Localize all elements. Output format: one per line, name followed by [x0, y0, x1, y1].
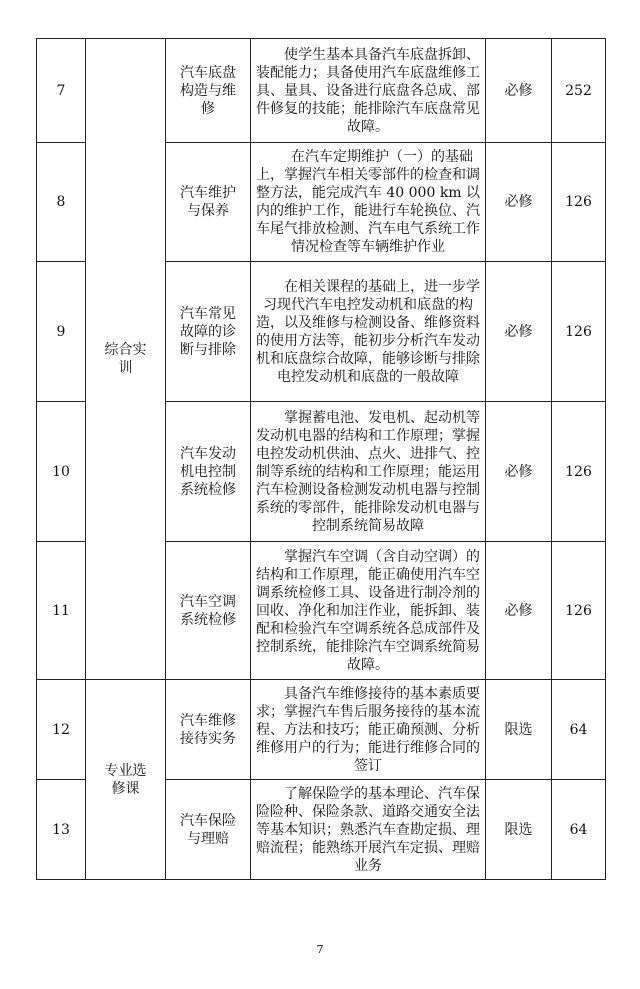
course-name: 汽车空调系统检修	[166, 542, 251, 680]
table-row	[37, 39, 606, 143]
row-number: 8	[37, 143, 86, 262]
course-type: 限选	[486, 780, 552, 880]
course-type: 必修	[486, 402, 552, 542]
course-hours: 126	[552, 402, 606, 542]
course-hours: 126	[552, 262, 606, 402]
course-name: 汽车底盘构造与维修	[166, 39, 251, 143]
category-label: 专业选修课	[104, 762, 147, 797]
page-number: 7	[316, 943, 324, 956]
course-name: 汽车维护与保养	[166, 143, 251, 262]
row-number: 10	[37, 402, 86, 542]
course-description: 使学生基本具备汽车底盘拆卸、装配能力；具备使用汽车底盘维修工具、量具、设备进行底盘各总成、部件修复的技能；能排除汽车底盘常见故障。	[251, 39, 486, 143]
course-description: 掌握蓄电池、发电机、起动机等发动机电器的结构和工作原理；掌握电控发动机供油、点火、进排气、控制等系统的结构和工作原理；能运用汽车检测设备检测发动机电器与控制系统的零部件，能排除发动机电器与控制系统简易故障	[251, 402, 486, 542]
course-hours: 64	[552, 780, 606, 880]
course-hours: 64	[552, 680, 606, 780]
category-cell	[86, 39, 166, 680]
row-number: 11	[37, 542, 86, 680]
course-name: 汽车发动机电控制系统检修	[166, 402, 251, 542]
table-row	[37, 680, 606, 780]
course-type: 限选	[486, 680, 552, 780]
course-description: 掌握汽车空调（含自动空调）的结构和工作原理，能正确使用汽车空调系统检修工具、设备进行制冷剂的回收、净化和加注作业，能拆卸、装配和检验汽车空调系统各总成部件及控制系统，能排除汽车空调系统简易故障。	[251, 542, 486, 680]
row-number: 13	[37, 780, 86, 880]
category-label: 综合实训	[104, 342, 147, 376]
course-hours: 126	[552, 143, 606, 262]
course-name: 汽车常见故障的诊断与排除	[166, 262, 251, 402]
course-type: 必修	[486, 143, 552, 262]
course-type: 必修	[486, 262, 552, 402]
course-hours: 252	[552, 39, 606, 143]
course-type: 必修	[486, 542, 552, 680]
course-type: 必修	[486, 39, 552, 143]
course-description: 了解保险学的基本理论、汽车保险险种、保险条款、道路交通安全法等基本知识；熟悉汽车查勘定损、理赔流程；能熟练开展汽车定损、理赔业务	[251, 780, 486, 880]
course-description: 具备汽车维修接待的基本素质要求；掌握汽车售后服务接待的基本流程、方法和技巧；能正确预测、分析维修用户的行为；能进行维修合同的签订	[251, 680, 486, 780]
curriculum-table	[36, 38, 606, 880]
course-name: 汽车保险与理赔	[166, 780, 251, 880]
row-number: 7	[37, 39, 86, 143]
course-description: 在汽车定期维护（一）的基础上，掌握汽车相关零部件的检查和调整方法，能完成汽车 40 000 km 以内的维护工作，能进行车轮换位、汽车尾气排放检测、汽车电气系统工作情况检查等车辆维护作业	[251, 143, 486, 262]
row-number: 9	[37, 262, 86, 402]
row-number: 12	[37, 680, 86, 780]
course-hours: 126	[552, 542, 606, 680]
category-cell	[86, 680, 166, 880]
course-description: 在相关课程的基础上，进一步学习现代汽车电控发动机和底盘的构造，以及维修与检测设备、维修资料的使用方法等，能初步分析汽车发动机和底盘综合故障，能够诊断与排除电控发动机和底盘的一般故障	[251, 262, 486, 402]
course-name: 汽车维修接待实务	[166, 680, 251, 780]
